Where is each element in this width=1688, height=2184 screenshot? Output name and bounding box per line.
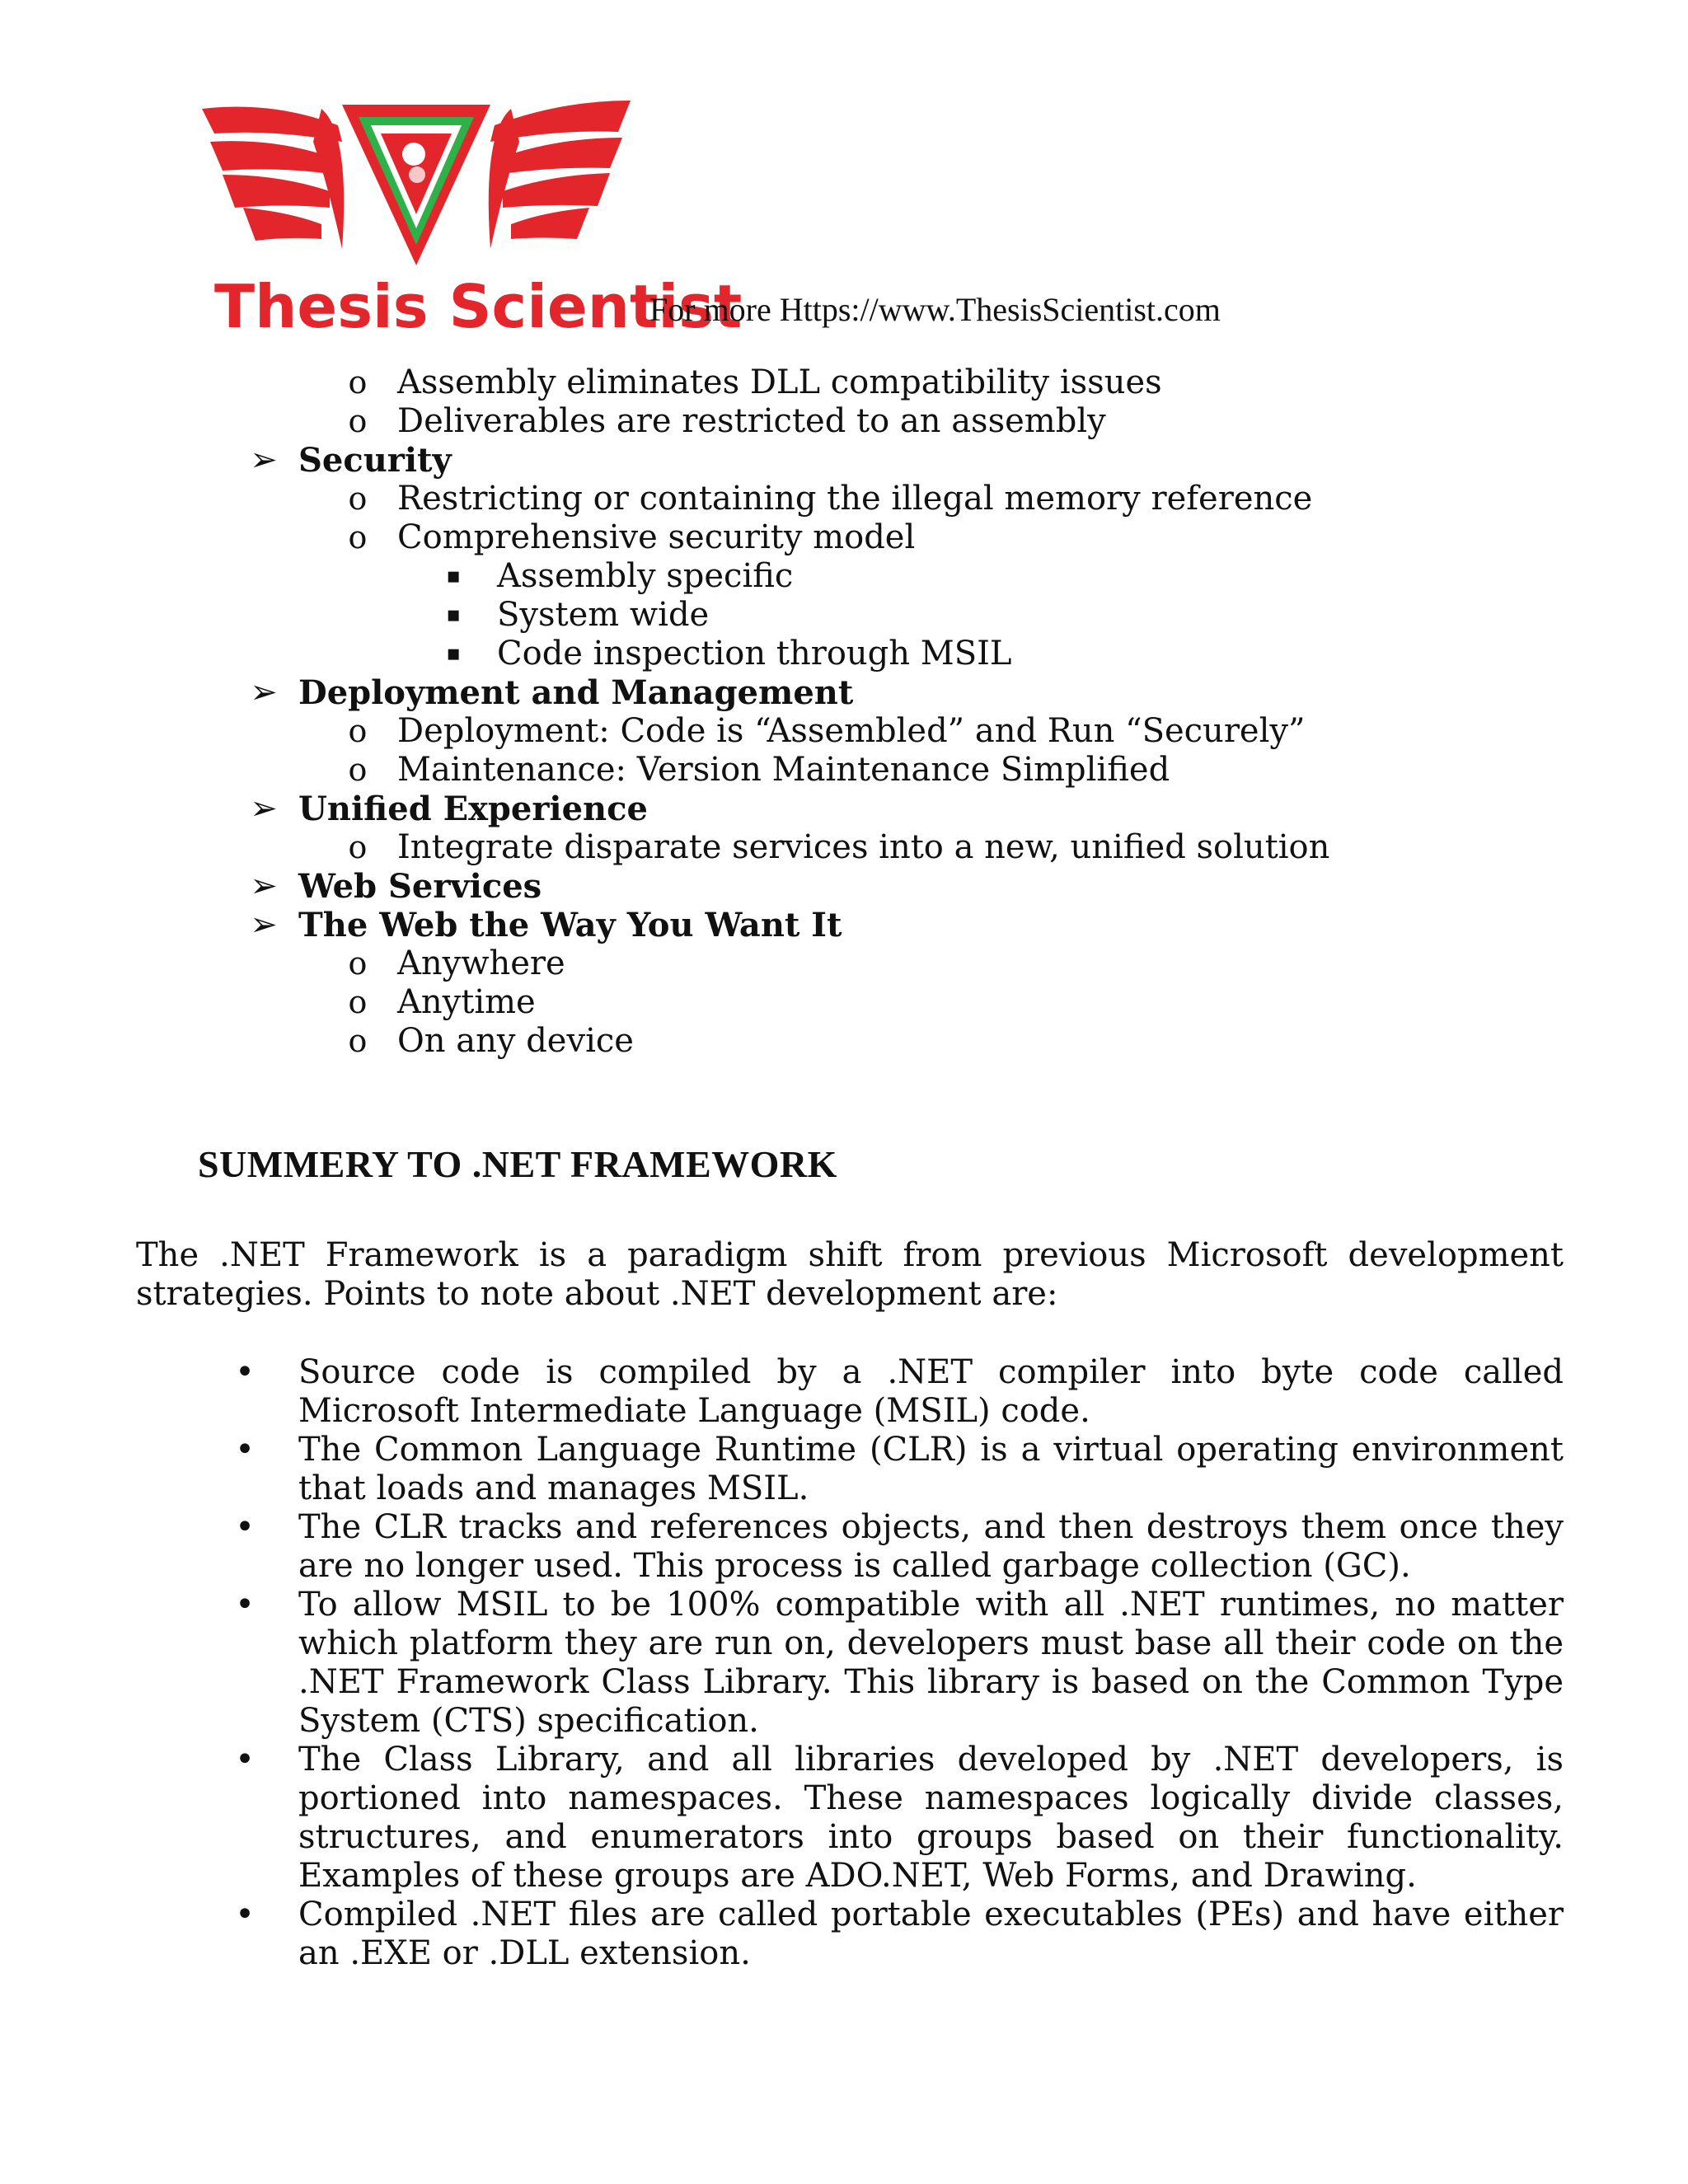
summary-bullet-list: [0, 1353, 1688, 1973]
summary-bullet-text: The CLR tracks and references objects, and then destroys them once they are no longer used. This process is called garbage collection (GC).: [298, 1508, 1564, 1585]
bullet-dot-icon: •: [235, 1431, 255, 1469]
outline-item: [0, 441, 1688, 480]
outline-item: [0, 402, 1688, 441]
outline-item-text: System wide: [497, 596, 710, 634]
bullet-dot-icon: •: [235, 1741, 255, 1779]
bullet-dot-icon: •: [235, 1896, 255, 1933]
outline-item-text: Anytime: [397, 983, 536, 1021]
outline-item-text: Assembly eliminates DLL compatibility issues: [397, 363, 1162, 401]
circle-bullet-icon: o: [348, 519, 368, 555]
bullet-dot-icon: •: [235, 1508, 255, 1546]
brand-name: Thesis Scientist: [214, 272, 743, 341]
outline-item-text: Deployment and Management: [298, 673, 854, 712]
outline-item: [0, 712, 1688, 751]
outline-item-text: Anywhere: [397, 944, 565, 982]
header-more-link[interactable]: For more Https://www.ThesisScientist.com: [649, 291, 1221, 328]
summary-bullet-text: To allow MSIL to be 100% compatible with all .NET runtimes, no matter which platform they are run on, developers must base all their code on the .NET Framework Class Library. This library is based on the Common Type System (CTS) specification.: [298, 1586, 1564, 1740]
arrow-bullet-icon: ➢: [250, 673, 278, 711]
outline-item: [0, 673, 1688, 712]
outline-item-text: Web Services: [298, 867, 542, 906]
circle-bullet-icon: o: [348, 480, 368, 517]
summary-bullet: [0, 1508, 1688, 1586]
outline-item: [0, 906, 1688, 944]
summary-bullet: [0, 1896, 1688, 1973]
circle-bullet-icon: o: [348, 752, 368, 788]
intro-paragraph: [136, 1236, 1564, 1314]
outline-item: [0, 751, 1688, 790]
circle-bullet-icon: o: [348, 364, 368, 401]
circle-bullet-icon: o: [348, 403, 368, 439]
outline-item-text: Deployment: Code is “Assembled” and Run “Securely”: [397, 712, 1306, 750]
outline-item-text: Assembly specific: [497, 557, 794, 595]
outline-item-text: The Web the Way You Want It: [298, 906, 842, 944]
outline-item-text: Unified Experience: [298, 790, 648, 828]
summary-bullet-text: Source code is compiled by a .NET compiler into byte code called Microsoft Intermediate Language (MSIL) code.: [298, 1353, 1564, 1430]
outline-item: [0, 828, 1688, 867]
feature-outline: [0, 363, 1688, 1061]
outline-item: [0, 363, 1688, 402]
summary-bullet-text: The Common Language Runtime (CLR) is a virtual operating environment that loads and manages MSIL.: [298, 1431, 1564, 1507]
outline-item: [0, 944, 1688, 983]
arrow-bullet-icon: ➢: [250, 867, 278, 905]
summary-bullet: [0, 1741, 1688, 1896]
thesis-scientist-logo: [198, 92, 743, 341]
outline-item-text: Security: [298, 441, 452, 480]
outline-item-text: Deliverables are restricted to an assembly: [397, 402, 1106, 440]
summary-bullet: [0, 1353, 1688, 1431]
bullet-dot-icon: •: [235, 1586, 255, 1624]
outline-item: [0, 635, 1688, 673]
summary-bullet: [0, 1586, 1688, 1741]
outline-item: [0, 480, 1688, 518]
outline-item: [0, 867, 1688, 906]
outline-item-text: Integrate disparate services into a new, unified solution: [397, 828, 1330, 866]
square-bullet-icon: ▪: [446, 564, 461, 588]
outline-item: [0, 1022, 1688, 1061]
circle-bullet-icon: o: [348, 713, 368, 749]
intro-line-1: The .NET Framework is a paradigm shift from previous Microsoft development: [136, 1236, 1564, 1274]
outline-item-text: On any device: [397, 1022, 634, 1060]
outline-item-text: Comprehensive security model: [397, 518, 916, 556]
circle-bullet-icon: o: [348, 945, 368, 982]
section-heading: SUMMERY TO .NET FRAMEWORK: [198, 1143, 837, 1185]
summary-bullet-text: Compiled .NET files are called portable executables (PEs) and have either an .EXE or .DLL extension.: [298, 1896, 1564, 1972]
arrow-bullet-icon: ➢: [250, 906, 278, 944]
bullet-dot-icon: •: [235, 1353, 255, 1391]
outline-item: [0, 518, 1688, 557]
outline-item: [0, 596, 1688, 635]
summary-bullet: [0, 1431, 1688, 1508]
outline-item-text: Code inspection through MSIL: [497, 635, 1012, 673]
outline-item: [0, 983, 1688, 1022]
outline-item: [0, 790, 1688, 828]
square-bullet-icon: ▪: [446, 641, 461, 666]
summary-bullet-text: The Class Library, and all libraries developed by .NET developers, is portioned into namespaces. These namespaces logically divide classes, structures, and enumerators into groups based on their functionality. Examples of these groups are ADO.NET, Web Forms, and Drawing.: [298, 1741, 1564, 1895]
outline-item: [0, 557, 1688, 596]
square-bullet-icon: ▪: [446, 602, 461, 627]
circle-bullet-icon: o: [348, 1023, 368, 1059]
arrow-bullet-icon: ➢: [250, 441, 278, 479]
outline-item-text: Restricting or containing the illegal memory reference: [397, 480, 1313, 518]
circle-bullet-icon: o: [348, 984, 368, 1020]
arrow-bullet-icon: ➢: [250, 790, 278, 827]
circle-bullet-icon: o: [348, 829, 368, 865]
outline-item-text: Maintenance: Version Maintenance Simplified: [397, 751, 1170, 789]
intro-line-2: strategies. Points to note about .NET development are:: [136, 1275, 1058, 1313]
